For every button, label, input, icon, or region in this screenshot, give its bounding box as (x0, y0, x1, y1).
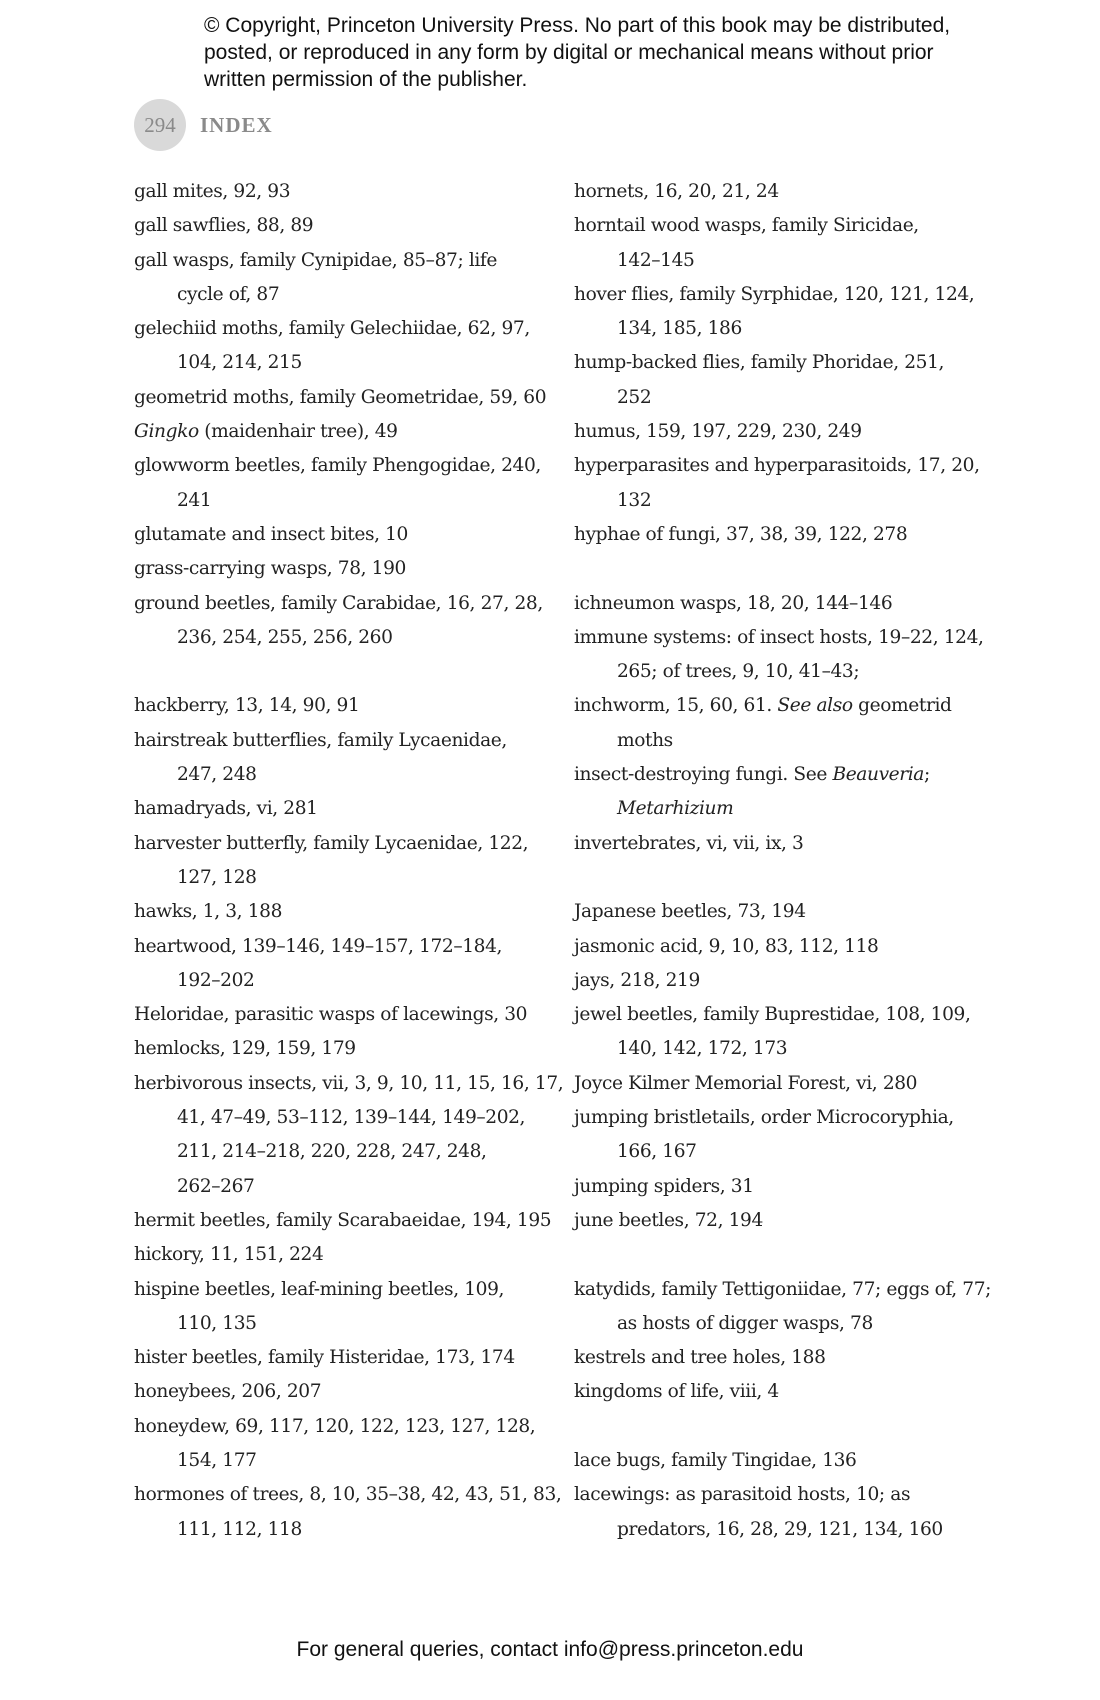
index-entry (134, 1032, 564, 1066)
index-text: as hosts of digger wasps, 78 (617, 1312, 873, 1334)
index-text: 247, 248 (177, 764, 257, 786)
index-entry-continuation (134, 964, 564, 998)
index-entry (134, 895, 564, 929)
index-text: 265; of trees, 9, 10, 41–43; (617, 661, 860, 683)
index-entry (574, 827, 994, 861)
index-entry (134, 552, 564, 586)
index-text: gall mites, 92, 93 (134, 181, 291, 202)
index-text: glutamate and insect bites, 10 (134, 523, 408, 545)
index-entry (574, 689, 994, 723)
index-text: invertebrates, vi, vii, ix, 3 (574, 832, 804, 854)
page-header (134, 99, 273, 151)
index-text: hister beetles, family Histeridae, 173, 174 (134, 1347, 515, 1369)
index-text: lace bugs, family Tingidae, 136 (574, 1449, 857, 1471)
index-text: 110, 135 (177, 1312, 257, 1334)
index-text: gelechiid moths, family Gelechiidae, 62, 97, (134, 318, 530, 340)
index-entry (134, 1204, 564, 1238)
index-text: gall wasps, family Cynipidae, 85–87; life (134, 249, 497, 271)
section-title: INDEX (200, 112, 273, 137)
index-text: 252 (617, 386, 652, 408)
index-text: hyperparasites and hyperparasitoids, 17, 20, (574, 455, 980, 477)
index-entry (574, 1067, 994, 1101)
index-entry (134, 689, 564, 723)
index-text: hermit beetles, family Scarabaeidae, 194, 195 (134, 1209, 552, 1231)
index-text: lacewings: as parasitoid hosts, 10; as (574, 1484, 911, 1506)
index-entry (134, 381, 564, 415)
index-text: 132 (617, 489, 652, 511)
index-text: 166, 167 (617, 1141, 697, 1163)
index-entry (574, 209, 994, 243)
footer-contact: For general queries, contact info@press.princeton.edu (296, 1638, 804, 1661)
index-entry-continuation (574, 1513, 994, 1547)
index-text: geometrid (852, 695, 952, 717)
index-entry (134, 415, 564, 449)
index-text: kingdoms of life, viii, 4 (574, 1381, 779, 1403)
index-entry-continuation (134, 278, 564, 312)
index-text: harvester butterfly, family Lycaenidae, 122, (134, 832, 529, 854)
index-text: heartwood, 139–146, 149–157, 172–184, (134, 935, 503, 957)
index-text: geometrid moths, family Geometridae, 59, 60 (134, 386, 547, 408)
index-entry-continuation (574, 244, 994, 278)
index-text: hyphae of fungi, 37, 38, 39, 122, 278 (574, 523, 908, 545)
index-entry-continuation (574, 312, 994, 346)
index-entry-continuation (574, 484, 994, 518)
index-entry (574, 758, 994, 792)
index-entry (134, 449, 564, 483)
index-entry (574, 415, 994, 449)
index-entry-continuation (134, 1513, 564, 1547)
index-text: june beetles, 72, 194 (574, 1209, 763, 1231)
index-entry-continuation (134, 758, 564, 792)
index-text: horntail wood wasps, family Siricidae, (574, 215, 919, 237)
index-entry-continuation (574, 724, 994, 758)
index-letter-gap (574, 1238, 994, 1272)
index-entry (134, 244, 564, 278)
index-text: predators, 16, 28, 29, 121, 134, 160 (617, 1518, 943, 1540)
index-entry (134, 1410, 564, 1444)
index-text-italic: Beauveria (832, 764, 924, 786)
index-entry (134, 518, 564, 552)
index-entry-continuation (134, 1135, 564, 1169)
index-entry (134, 1375, 564, 1409)
index-entry-continuation (134, 1101, 564, 1135)
index-entry (574, 449, 994, 483)
index-entry-continuation (134, 1444, 564, 1478)
index-text: ; (924, 764, 930, 786)
index-text-italic: Metarhizium (617, 798, 734, 820)
index-letter-gap (574, 861, 994, 895)
index-entry-continuation (574, 381, 994, 415)
index-text: grass-carrying wasps, 78, 190 (134, 558, 406, 580)
index-text: hickory, 11, 151, 224 (134, 1244, 324, 1266)
copyright-notice: © Copyright, Princeton University Press. No part of this book may be distributed, posted, or reproduced in any form by digital or mechanical means without prior written permission of the publisher. (204, 14, 951, 91)
index-entry-continuation (134, 861, 564, 895)
index-text: 211, 214–218, 220, 228, 247, 248, (177, 1141, 487, 1163)
index-text: herbivorous insects, vii, 3, 9, 10, 11, 15, 16, 17, (134, 1072, 564, 1094)
index-entry-continuation (574, 1032, 994, 1066)
index-entry-continuation (134, 1170, 564, 1204)
index-entry-continuation (134, 621, 564, 655)
index-text: gall sawflies, 88, 89 (134, 215, 314, 237)
index-entry (574, 175, 994, 209)
index-entry (574, 518, 994, 552)
index-text: inchworm, 15, 60, 61. (574, 695, 778, 717)
index-entry (574, 895, 994, 929)
index-text: hump-backed flies, family Phoridae, 251, (574, 352, 945, 374)
index-entry (134, 998, 564, 1032)
index-text: hormones of trees, 8, 10, 35–38, 42, 43, 51, 83, (134, 1484, 562, 1506)
index-text: cycle of, 87 (177, 283, 280, 305)
index-entry (574, 278, 994, 312)
index-entry-continuation (134, 484, 564, 518)
index-entry (134, 587, 564, 621)
index-column-right (574, 175, 994, 1547)
index-entry-continuation (574, 792, 994, 826)
index-text: 241 (177, 489, 212, 511)
index-text: 127, 128 (177, 866, 257, 888)
index-text: hemlocks, 129, 159, 179 (134, 1038, 356, 1060)
index-text: 111, 112, 118 (177, 1518, 302, 1540)
index-entry (134, 1238, 564, 1272)
index-text: Heloridae, parasitic wasps of lacewings, 30 (134, 1004, 528, 1026)
index-text: 142–145 (617, 249, 695, 271)
index-entry (574, 1273, 994, 1307)
index-text: jays, 218, 219 (574, 969, 700, 991)
index-text: ichneumon wasps, 18, 20, 144–146 (574, 592, 893, 614)
index-text: hornets, 16, 20, 21, 24 (574, 181, 779, 202)
index-text: hover flies, family Syrphidae, 120, 121, 124, (574, 283, 975, 305)
index-text: honeydew, 69, 117, 120, 122, 123, 127, 128, (134, 1415, 536, 1437)
index-text: immune systems: of insect hosts, 19–22, 124, (574, 626, 984, 648)
index-letter-gap (134, 655, 564, 689)
index-entry (134, 312, 564, 346)
index-entry (574, 1170, 994, 1204)
index-entry (134, 724, 564, 758)
index-text: 236, 254, 255, 256, 260 (177, 626, 393, 648)
index-text: 140, 142, 172, 173 (617, 1038, 788, 1060)
index-text: hispine beetles, leaf-mining beetles, 109, (134, 1278, 505, 1300)
page-number-badge: 294 (134, 99, 186, 151)
index-text: hamadryads, vi, 281 (134, 798, 318, 820)
index-text: jumping bristletails, order Microcoryphia, (574, 1107, 954, 1129)
index-entry (574, 1375, 994, 1409)
index-entry (574, 346, 994, 380)
index-entry-continuation (574, 655, 994, 689)
index-entry (574, 1204, 994, 1238)
index-text: moths (617, 729, 673, 751)
index-entry (574, 1444, 994, 1478)
index-text: 192–202 (177, 969, 255, 991)
index-text: Joyce Kilmer Memorial Forest, vi, 280 (574, 1072, 918, 1094)
index-column-left (134, 175, 564, 1547)
index-letter-gap (574, 552, 994, 586)
index-text: (maidenhair tree), 49 (198, 421, 398, 443)
index-text: hairstreak butterflies, family Lycaenidae, (134, 729, 507, 751)
index-text: honeybees, 206, 207 (134, 1381, 322, 1403)
index-entry (134, 1067, 564, 1101)
index-entry-continuation (574, 1307, 994, 1341)
index-text: insect-destroying fungi. See (574, 764, 833, 786)
index-entry (574, 998, 994, 1032)
index-entry (134, 827, 564, 861)
index-entry (574, 587, 994, 621)
index-text: 154, 177 (177, 1449, 257, 1471)
index-text: 41, 47–49, 53–112, 139–144, 149–202, (177, 1107, 526, 1129)
index-entry (134, 930, 564, 964)
index-text: jasmonic acid, 9, 10, 83, 112, 118 (574, 935, 879, 957)
index-entry (574, 621, 994, 655)
index-entry (134, 175, 564, 209)
index-text: 134, 185, 186 (617, 318, 742, 340)
index-entry (574, 1341, 994, 1375)
index-entry (134, 209, 564, 243)
index-entry (134, 1478, 564, 1512)
index-text: katydids, family Tettigoniidae, 77; eggs of, 77; (574, 1278, 992, 1300)
index-letter-gap (574, 1410, 994, 1444)
index-text: Japanese beetles, 73, 194 (574, 901, 806, 923)
index-text: jumping spiders, 31 (574, 1175, 754, 1197)
index-entry (574, 964, 994, 998)
index-text-italic: Gingko (134, 421, 199, 443)
index-entry (574, 1478, 994, 1512)
index-text: hackberry, 13, 14, 90, 91 (134, 695, 360, 717)
index-text: jewel beetles, family Buprestidae, 108, 109, (574, 1004, 971, 1026)
index-text: 262–267 (177, 1175, 255, 1197)
index-text: kestrels and tree holes, 188 (574, 1347, 826, 1369)
index-entry (574, 930, 994, 964)
index-text: ground beetles, family Carabidae, 16, 27, 28, (134, 592, 543, 614)
index-entry-continuation (134, 346, 564, 380)
index-text: hawks, 1, 3, 188 (134, 901, 282, 923)
index-entry (134, 1273, 564, 1307)
index-text: humus, 159, 197, 229, 230, 249 (574, 421, 862, 443)
index-text-italic: See also (777, 695, 853, 717)
index-entry-continuation (574, 1135, 994, 1169)
index-text: glowworm beetles, family Phengogidae, 240, (134, 455, 541, 477)
index-entry (574, 1101, 994, 1135)
index-text: 104, 214, 215 (177, 352, 302, 374)
index-entry (134, 1341, 564, 1375)
index-entry-continuation (134, 1307, 564, 1341)
index-entry (134, 792, 564, 826)
